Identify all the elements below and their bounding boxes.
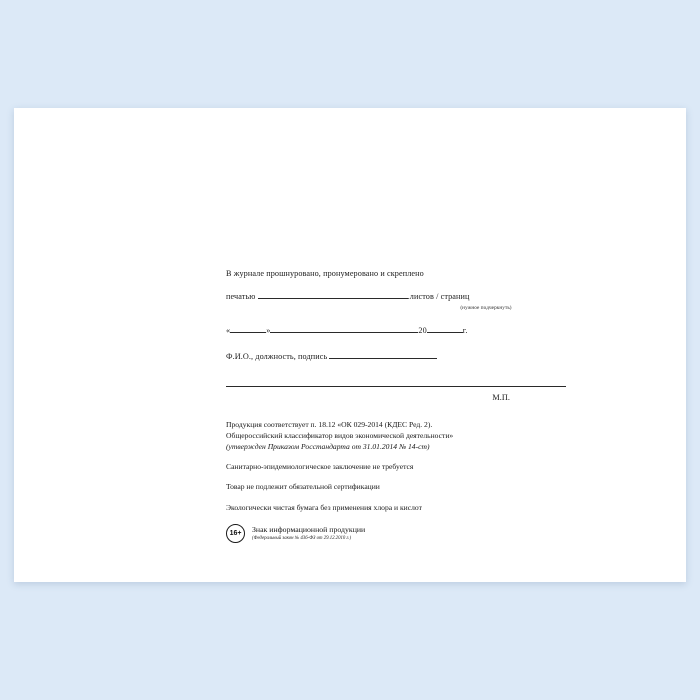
- quote-close: »: [266, 326, 271, 336]
- day-rule: [230, 327, 266, 333]
- certification-note-line1: Товар не подлежит обязательной сертификации: [226, 482, 380, 492]
- intro-text: В журнале прошнуровано, пронумеровано и скреплено: [226, 269, 424, 278]
- seal-fill-rule: [258, 293, 408, 299]
- age-rating-law: (Федеральный закон № 436-ФЗ от 29.12.2010 г.): [252, 535, 352, 541]
- year-suffix: г.: [462, 326, 468, 336]
- signature-rule: [329, 353, 437, 359]
- age-rating-text: [252, 525, 365, 541]
- sanitary-note: [226, 462, 566, 473]
- document-page: [14, 108, 686, 582]
- seal-label: печатью: [226, 292, 256, 302]
- okved-note-line1: Продукция соответствует п. 18.12 «ОК 029-2014 (КДЕС Ред. 2).: [226, 420, 433, 430]
- sheets-label: .листов / страниц: [407, 292, 470, 302]
- signature-label: Ф.И.О., должность, подпись: [226, 351, 328, 361]
- document-content: [226, 268, 566, 543]
- okved-note-line3: (утвержден Приказом Росстандарта от 31.01.2014 № 14-ст): [226, 441, 430, 451]
- eco-paper-note: [226, 503, 566, 514]
- spacer: [226, 404, 566, 420]
- sanitary-note-line1: Санитарно-эпидемиологическое заключение не требуется: [226, 461, 414, 471]
- month-rule: [270, 327, 418, 333]
- intro-line: [226, 268, 566, 280]
- age-rating-title: Знак информационной продукции: [252, 525, 366, 535]
- date-line: [226, 325, 566, 337]
- spacer: [226, 365, 566, 376]
- year-prefix: 20: [418, 326, 427, 336]
- year-rule: [427, 327, 463, 333]
- stamp-label: М.П.: [492, 392, 510, 402]
- okved-note-line2: Общероссийский классификатор видов экономической деятельности»: [226, 431, 454, 441]
- spacer: [226, 316, 566, 325]
- spacer: [226, 340, 566, 351]
- signature-rule-second: [226, 376, 566, 387]
- eco-paper-note-line1: Экологически чистая бумага без применения хлора и кислот: [226, 503, 422, 513]
- age-rating-block: [226, 524, 566, 543]
- seal-line: [226, 291, 566, 303]
- quote-open: «: [226, 326, 231, 336]
- signature-line: [226, 351, 566, 363]
- certification-note: [226, 482, 566, 493]
- certification-block: [226, 268, 566, 404]
- spacer: [226, 282, 566, 291]
- sheets-note: (нужное подчеркнуть): [460, 304, 512, 311]
- okved-note: [226, 420, 566, 452]
- age-rating-icon: 16+: [226, 524, 245, 543]
